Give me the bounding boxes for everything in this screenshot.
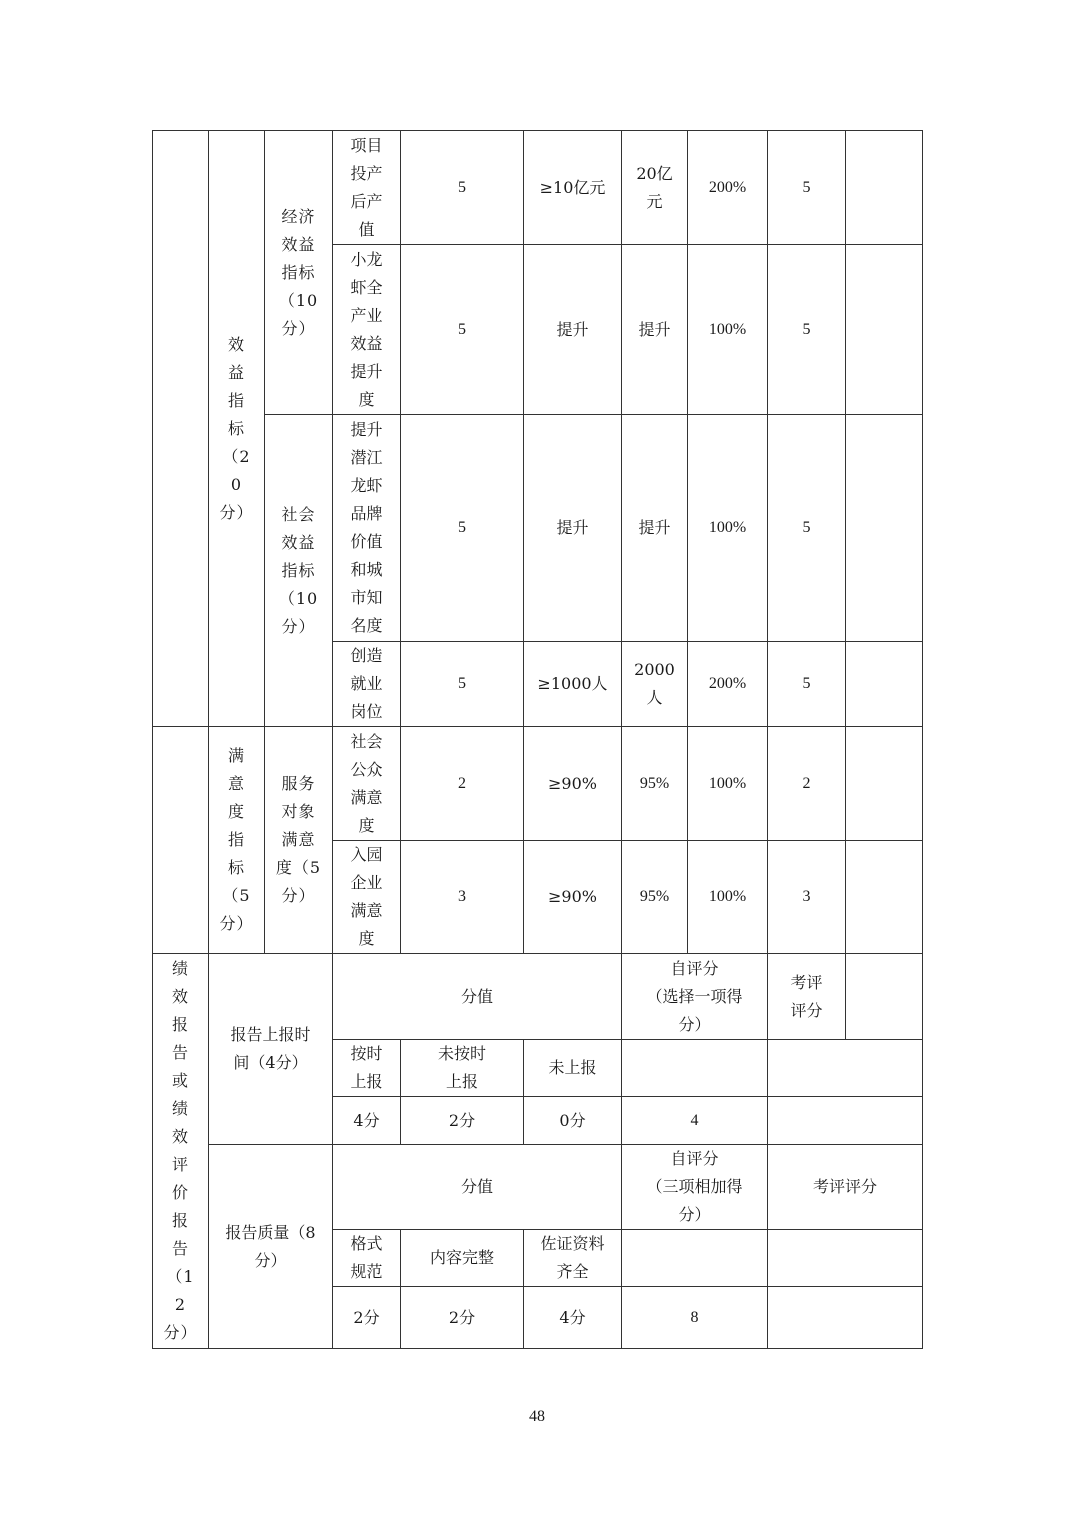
indicator-actual: 20亿 元: [622, 131, 688, 245]
economic-label: 经济 效益 指标 （10 分）: [265, 131, 333, 415]
indicator-remark: [846, 841, 923, 954]
timeliness-option: 按时 上报: [333, 1040, 401, 1097]
report-category: 绩 效 报 告 或 绩 效 评 价 报 告 （1 2 分）: [153, 954, 209, 1349]
indicator-name: 提升 潜江 龙虾 品牌 价值 和城 市知 名度: [333, 415, 401, 642]
indicator-score: 5: [768, 415, 846, 642]
indicator-actual: 2000 人: [622, 642, 688, 727]
indicator-weight: 5: [401, 131, 524, 245]
indicator-remark: [846, 642, 923, 727]
timeliness-label: 报告上报时 间（4分）: [209, 954, 333, 1145]
satisfaction-category: 满 意 度 指 标 （5 分）: [209, 727, 265, 954]
timeliness-review-score: [768, 1097, 923, 1145]
quality-points: 4分: [524, 1287, 622, 1349]
timeliness-option: 未上报: [524, 1040, 622, 1097]
indicator-name: 项目 投产 后产 值: [333, 131, 401, 245]
indicator-remark: [846, 727, 923, 841]
indicator-rate: 200%: [688, 642, 768, 727]
indicator-name: 创造 就业 岗位: [333, 642, 401, 727]
indicator-weight: 3: [401, 841, 524, 954]
indicator-target: ≥10亿元: [524, 131, 622, 245]
indicator-rate: 200%: [688, 131, 768, 245]
indicator-target: ≥90%: [524, 727, 622, 841]
satisfaction-empty-cell: [153, 727, 209, 954]
page-number: 48: [529, 1408, 545, 1425]
indicator-weight: 2: [401, 727, 524, 841]
indicator-score: 5: [768, 131, 846, 245]
timeliness-self-header: 自评分 （选择一项得 分）: [622, 954, 768, 1040]
satisfaction-label: 服务 对象 满意 度（5 分）: [265, 727, 333, 954]
indicator-actual: 95%: [622, 727, 688, 841]
table-row: [153, 1145, 923, 1230]
indicator-actual: 提升: [622, 415, 688, 642]
indicator-name: 社会 公众 满意 度: [333, 727, 401, 841]
indicator-rate: 100%: [688, 245, 768, 415]
performance-table: [152, 130, 923, 1349]
timeliness-self-score: 4: [622, 1097, 768, 1145]
indicator-score: 2: [768, 727, 846, 841]
indicator-actual: 提升: [622, 245, 688, 415]
quality-value-header: 分值: [333, 1145, 622, 1230]
indicator-name: 入园 企业 满意 度: [333, 841, 401, 954]
indicator-name: 小龙 虾全 产业 效益 提升 度: [333, 245, 401, 415]
indicator-actual: 95%: [622, 841, 688, 954]
quality-option: 佐证资料 齐全: [524, 1230, 622, 1287]
quality-self-score: 8: [622, 1287, 768, 1349]
timeliness-review-header: 考评 评分: [768, 954, 846, 1040]
timeliness-points: 2分: [401, 1097, 524, 1145]
timeliness-option: 未按时 上报: [401, 1040, 524, 1097]
timeliness-points: 0分: [524, 1097, 622, 1145]
indicator-weight: 5: [401, 642, 524, 727]
quality-self-blank: [622, 1230, 768, 1287]
indicator-score: 5: [768, 245, 846, 415]
indicator-remark: [846, 415, 923, 642]
quality-option: 格式 规范: [333, 1230, 401, 1287]
table-row: [153, 415, 923, 642]
indicator-target: ≥90%: [524, 841, 622, 954]
indicator-target: ≥1000人: [524, 642, 622, 727]
indicator-target: 提升: [524, 245, 622, 415]
quality-points: 2分: [401, 1287, 524, 1349]
indicator-score: 5: [768, 642, 846, 727]
social-label: 社会 效益 指标 （10 分）: [265, 415, 333, 727]
table-row: [153, 131, 923, 245]
timeliness-blank: [846, 954, 923, 1040]
timeliness-points: 4分: [333, 1097, 401, 1145]
table-row: [153, 727, 923, 841]
quality-label: 报告质量（8 分）: [209, 1145, 333, 1349]
indicator-rate: 100%: [688, 727, 768, 841]
quality-review-header: 考评评分: [768, 1145, 923, 1230]
quality-points: 2分: [333, 1287, 401, 1349]
timeliness-value-header: 分值: [333, 954, 622, 1040]
indicator-rate: 100%: [688, 415, 768, 642]
timeliness-review-blank: [768, 1040, 923, 1097]
quality-self-header: 自评分 （三项相加得 分）: [622, 1145, 768, 1230]
quality-review-blank: [768, 1230, 923, 1287]
quality-option: 内容完整: [401, 1230, 524, 1287]
indicator-weight: 5: [401, 415, 524, 642]
benefit-category: 效 益 指 标 （2 0 分）: [209, 131, 265, 727]
timeliness-self-blank: [622, 1040, 768, 1097]
table-row: [153, 954, 923, 1040]
benefit-empty-cell: [153, 131, 209, 727]
indicator-weight: 5: [401, 245, 524, 415]
quality-review-score: [768, 1287, 923, 1349]
indicator-remark: [846, 131, 923, 245]
indicator-rate: 100%: [688, 841, 768, 954]
indicator-remark: [846, 245, 923, 415]
indicator-score: 3: [768, 841, 846, 954]
indicator-target: 提升: [524, 415, 622, 642]
